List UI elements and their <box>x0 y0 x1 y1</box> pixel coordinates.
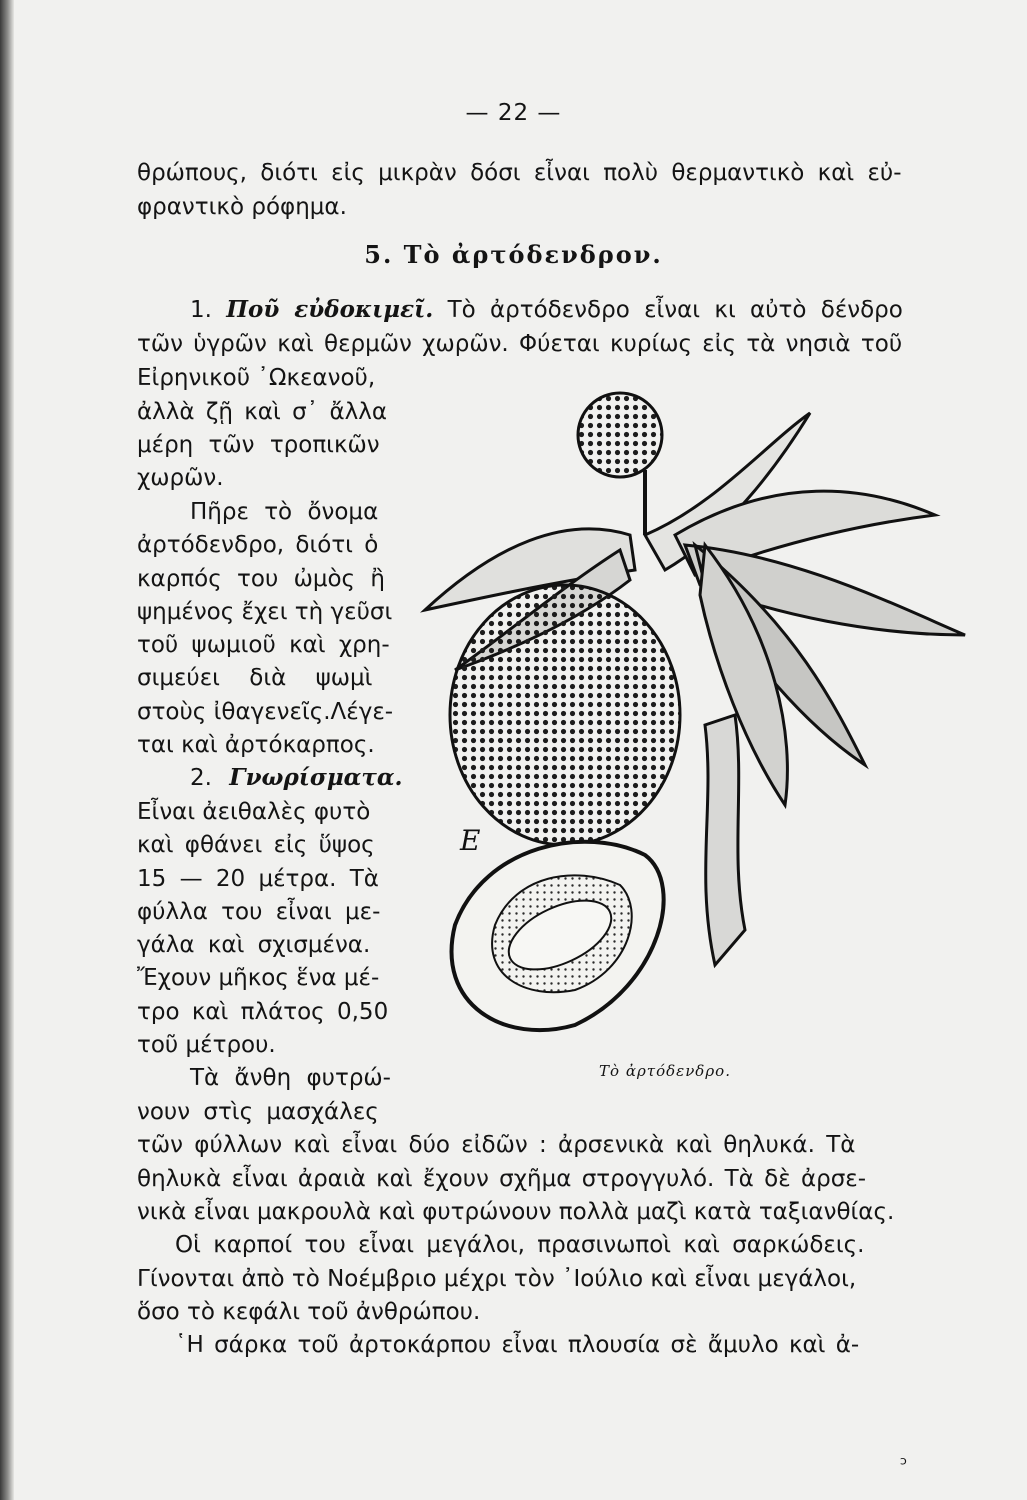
column2-line-5: γάλα καὶ σχισμένα. <box>137 932 371 958</box>
column2-line-8: τοῦ μέτρου. <box>137 1032 276 1058</box>
breadfruit-cross-section <box>452 842 664 1030</box>
page-binding-edge <box>0 0 14 1500</box>
column-line-2: ἀλλὰ ζῇ καὶ σ᾿ ἄλλα <box>137 399 387 425</box>
page-number: — 22 — <box>465 100 562 126</box>
column-line-4: χωρῶν. <box>137 465 224 491</box>
column-line-8: ψημένος ἔχει τὴ γεῦσι <box>137 599 393 625</box>
column-line-5: Πῆρε τὸ ὄνομα <box>190 499 379 525</box>
column2-line-10: νουν στὶς μασχάλες <box>137 1099 379 1125</box>
column2-line-1: Εἶναι ἀειθαλὲς φυτὸ <box>137 799 371 825</box>
section1-number: 1. <box>190 297 212 323</box>
section2-number: 2. <box>190 765 212 791</box>
breadfruit-whole <box>450 585 680 845</box>
full-line-6: ὅσο τὸ κεφάλι τοῦ ἀνθρώπου. <box>137 1299 481 1325</box>
column2-line-7: τρο καὶ πλάτος 0,50 <box>137 999 389 1025</box>
column-line-9: τοῦ ψωμιοῦ καὶ χρη- <box>137 632 390 658</box>
column-line-7: καρπός του ὠμὸς ἢ <box>137 566 385 592</box>
intro-line-1: θρώπους, διότι εἰς μικρὰν δόσι εἶναι πολὺ θερμαντικὸ καὶ εὐ- <box>137 160 902 186</box>
breadfruit-illustration <box>415 385 975 1050</box>
column-line-10: σιμεύει διὰ ψωμὶ <box>137 665 373 691</box>
column-line-11: στοὺς ἰθαγενεῖς.Λέγε- <box>137 699 394 725</box>
figure-letter: Ε <box>460 824 481 857</box>
full-line-1: τῶν φύλλων καὶ εἶναι δύο εἰδῶν : ἀρσενικὰ καὶ θηλυκά. Τὰ <box>137 1132 856 1158</box>
column2-line-4: φύλλα του εἶναι με- <box>137 899 381 925</box>
section1-full-line: τῶν ὑγρῶν καὶ θερμῶν χωρῶν. Φύεται κυρίως εἰς τὰ νησιὰ τοῦ <box>137 331 903 357</box>
full-line-3: νικὰ εἶναι μακρουλὰ καὶ φυτρώνουν πολλὰ μαζὶ κατὰ ταξιανθίας. <box>137 1199 895 1225</box>
column2-line-2: καὶ φθάνει εἰς ὕψος <box>137 832 375 858</box>
corner-mark: ᵓ <box>900 1452 908 1476</box>
flower-head <box>578 393 662 477</box>
section2-title: Γνωρίσματα. <box>229 764 403 791</box>
section1-title: Ποῦ εὐδοκιμεῖ. <box>226 296 434 323</box>
full-line-5: Γίνονται ἀπὸ τὸ Νοέμβριο μέχρι τὸν ᾿Ιούλιο καὶ εἶναι μεγάλοι, <box>137 1266 857 1292</box>
column-line-1: Εἰρηνικοῦ ᾿Ωκεανοῦ, <box>137 365 376 391</box>
column-line-6: ἀρτόδενδρο, διότι ὁ <box>137 532 379 558</box>
branch-stem <box>705 715 745 965</box>
figure-caption: Τὸ ἀρτόδενδρο. <box>599 1062 731 1080</box>
section-heading: 5. Τὸ ἀρτόδενδρον. <box>364 240 663 269</box>
section1-first-line-rest: Τὸ ἀρτόδενδρο εἶναι κι αὐτὸ δένδρο <box>447 297 903 323</box>
section2-title-line <box>190 763 403 793</box>
column-line-3: μέρη τῶν τροπικῶν <box>137 432 380 458</box>
column-line-12: ται καὶ ἀρτόκαρπος. <box>137 732 375 758</box>
column2-line-6: Ἔχουν μῆκος ἕνα μέ- <box>137 965 380 991</box>
full-line-2: θηλυκὰ εἶναι ἀραιὰ καὶ ἔχουν σχῆμα στρογγυλό. Τὰ δὲ ἀρσε- <box>137 1166 867 1192</box>
column2-line-3: 15 — 20 μέτρα. Τὰ <box>137 866 379 892</box>
full-line-4: Οἱ καρποί του εἶναι μεγάλοι, πρασινωποὶ καὶ σαρκώδεις. <box>175 1232 865 1258</box>
full-line-7: ῾Η σάρκα τοῦ ἀρτοκάρπου εἶναι πλουσία σὲ ἄμυλο καὶ ἀ- <box>175 1332 860 1358</box>
column2-line-9: Τὰ ἄνθη φυτρώ- <box>190 1065 391 1091</box>
section1-first-line <box>190 295 903 325</box>
intro-line-2: φραντικὸ ρόφημα. <box>137 194 347 220</box>
